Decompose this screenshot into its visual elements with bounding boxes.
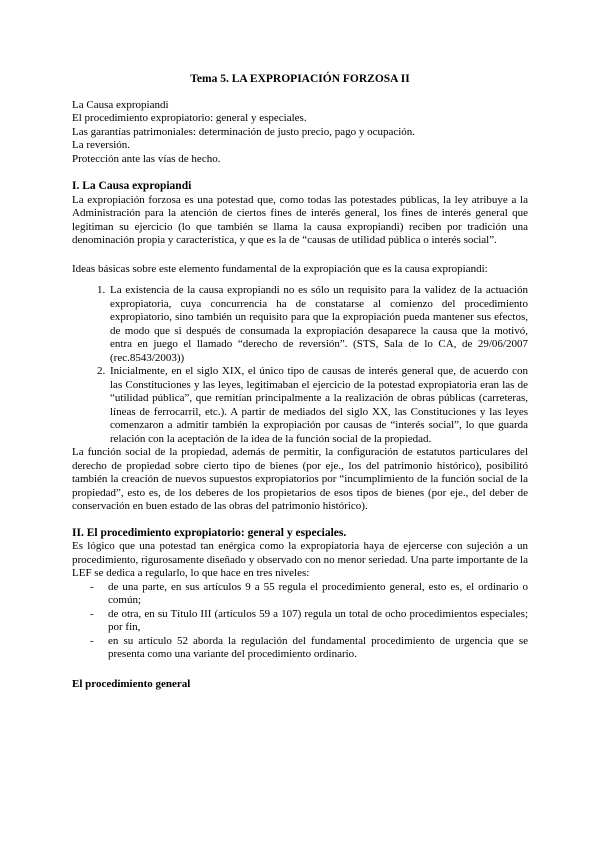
list-item [90,580,528,608]
toc-item: El procedimiento expropiatorio: general y especiales. [72,112,307,124]
list-item-text: en su artículo 52 aborda la regulación del fundamental procedimiento de urgencia que se presenta como una variante del procedimiento ordinario. [108,634,528,660]
list-item [90,607,528,635]
list-item-text: de otra, en su Título III (artículos 59 a 107) regula un total de ocho procedimientos especiales; por fin, [108,607,528,633]
list-item: 1. La existencia de la causa expropiandi no es sólo un requisito para la validez de la actuación expropiatoria, cuya concurrencia ha de constatarse al comienzo del procedimiento expropiatorio, sino también un requisito para que la expropiación pueda mantener sus efectos, de modo que si después de consumada la expropiación desaparece la causa que la motivó, entra en juego el llamado “derecho de reversión”. (STS, Sala de lo CA, de 29/06/2007 (rec.8543/2003)) [108,284,528,365]
section-heading-procedimiento: II. El procedimiento expropiatorio: general y especiales. [72,526,347,539]
subsection-heading: El procedimiento general [72,677,191,690]
dash-bullet: - [90,634,94,647]
list-item [90,634,528,662]
toc-item: Protección ante las vías de hecho. [72,152,221,165]
numbered-list [72,284,528,446]
toc-item: La reversión. [72,139,131,151]
paragraph: La expropiación forzosa es una potestad que, como todas las potestades públicas, la ley atribuye a la Administración para la atención de ciertos fines de interés general, los fines de interés general que legitiman su ejercicio (lo que también se llama la causa expropiandi) reciben por tradición una denominación propia y característica, y que es la de “causas de utilidad pública o interés social”. [72,193,528,246]
dash-bullet: - [90,607,94,620]
document-title: Tema 5. LA EXPROPIACIÓN FORZOSA II [190,73,410,85]
dash-list [72,581,528,662]
paragraph: La función social de la propiedad, además de permitir, la configuración de estatutos particulares del derecho de propiedad sobre cierto tipo de bienes (por eje., los del patrimonio histórico), posibilitó también la creación de nuevos supuestos expropiatorios por “incumplimiento de la función social de la propiedad”, esto es, de los deberes de los propietarios de esos tipos de bienes (por eje., del deber de conservación en buen estado de las obras del patrimonio histórico). [72,446,528,512]
paragraph: Ideas básicas sobre este elemento fundamental de la expropiación que es la causa expropiandi: [72,262,488,275]
dash-bullet: - [90,580,94,593]
toc-item: Las garantías patrimoniales: determinación de justo precio, pago y ocupación. [72,125,416,138]
table-of-contents [72,99,528,167]
section-heading-causa: I. La Causa expropiandi [72,180,192,192]
paragraph: Es lógico que una potestad tan enérgica como la expropiatoria haya de ejercerse con sujeción a un procedimiento, rigurosamente diseñado y observado con no menor seriedad. Una parte importante de la LEF se dedica a regularlo, lo que hace en tres niveles: [72,540,528,579]
toc-item: La Causa expropiandi [72,98,169,111]
list-item: 2. Inicialmente, en el siglo XIX, el único tipo de causas de interés general que, de acuerdo con las Constituciones y las leyes, legitimaban el ejercicio de la potestad expropiatoria eran las de “utilidad pública”, que remitían principalmente a la realización de obras públicas (carreteras, líneas de ferrocarril, etc.). A partir de mediados del siglo XX, las Constituciones y las leyes comenzaron a admitir también la expropiación por causas de “interés social”, lo que guarda relación con la aceptación de la idea de la función social de la propiedad. [108,365,528,446]
list-item-text: de una parte, en sus artículos 9 a 55 regula el procedimiento general, esto es, el ordinario o común; [108,580,528,606]
